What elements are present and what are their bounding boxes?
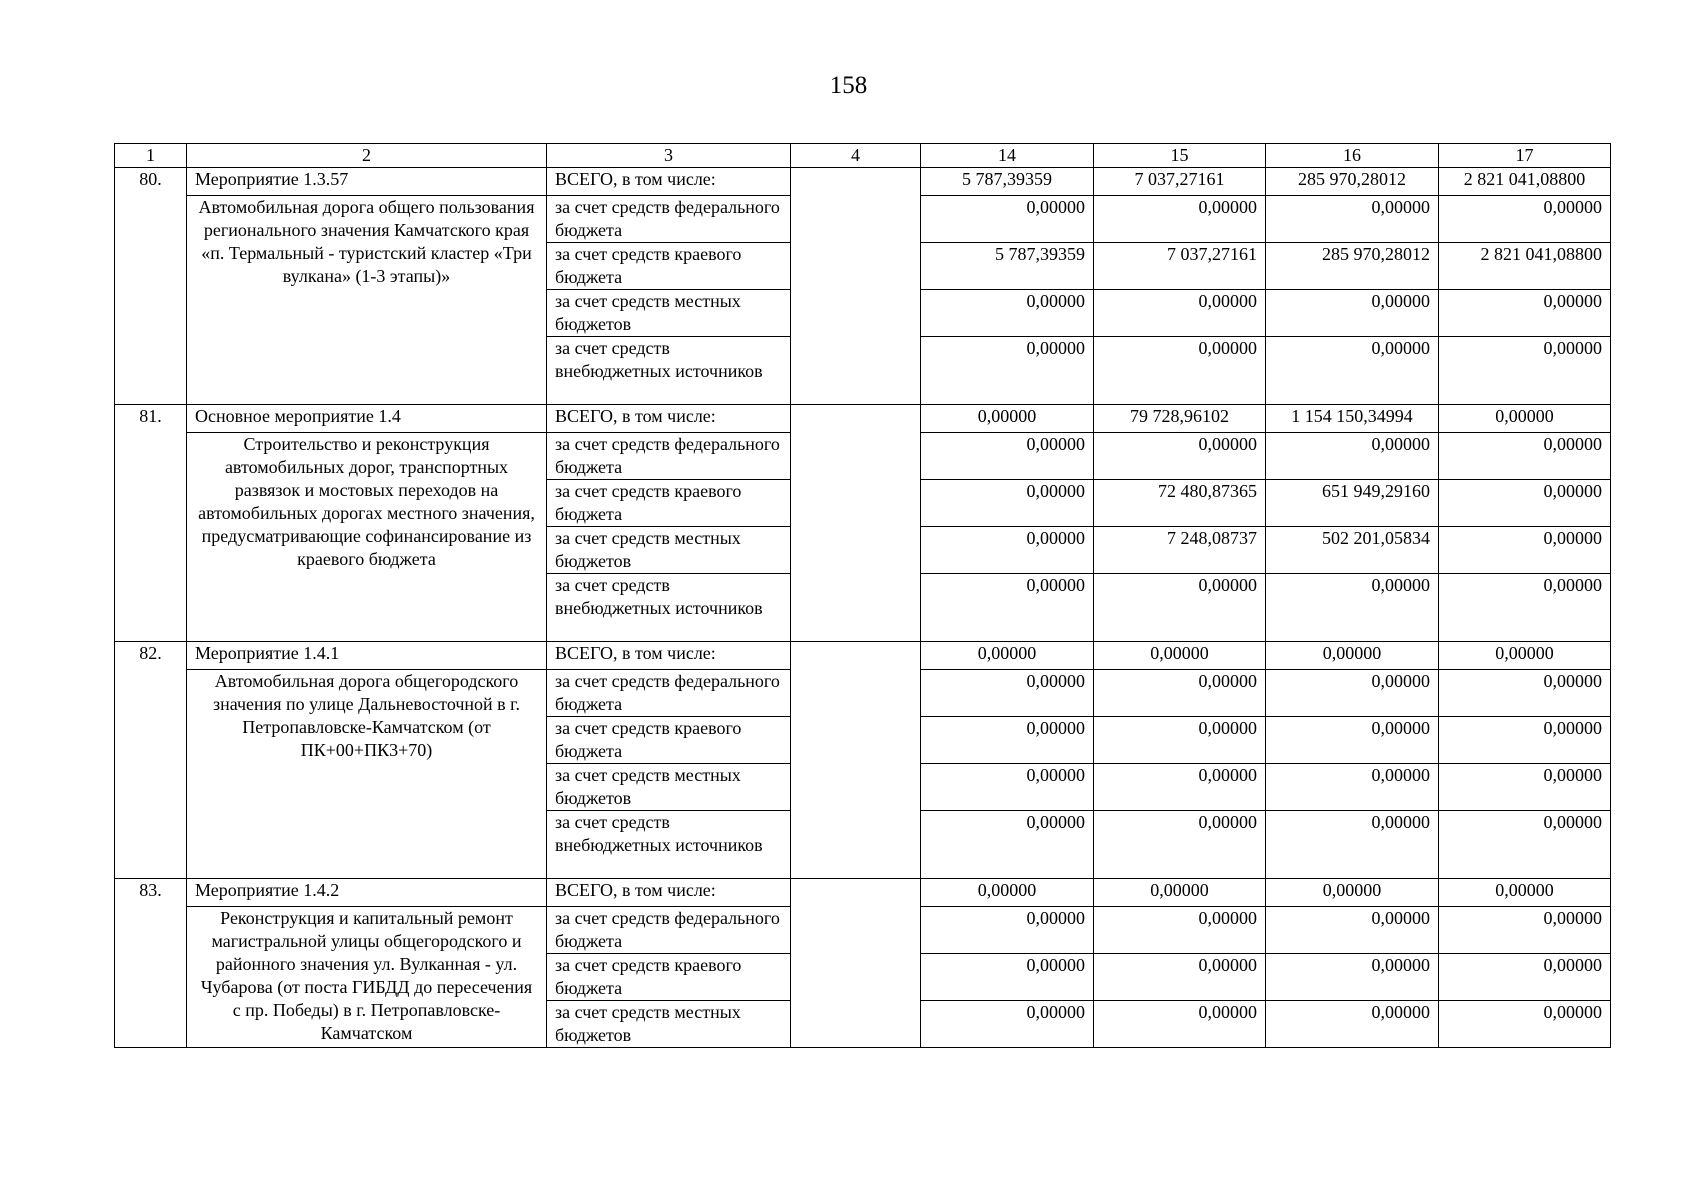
value-cell: 0,00000 [921, 337, 1094, 405]
value-cell: 0,00000 [1094, 1001, 1266, 1048]
table-row [115, 879, 1611, 907]
table-row [115, 405, 1611, 433]
value-cell: 7 037,27161 [1094, 243, 1266, 290]
value-cell: 0,00000 [1266, 764, 1439, 811]
value-cell: 0,00000 [921, 405, 1094, 433]
measure-description: Реконструкция и капитальный ремонт магистральной улицы общегородского и районного значения ул. Вулканная - ул. Чубарова (от поста ГИБДД до пересечения с пр. Победы) в г. Петропавловске-Камчатском [187, 907, 547, 1048]
value-cell: 0,00000 [921, 574, 1094, 642]
measure-title: Мероприятие 1.4.1 [187, 642, 547, 670]
row-number: 81. [115, 405, 187, 642]
value-cell: 0,00000 [921, 1001, 1094, 1048]
value-cell: 0,00000 [1266, 433, 1439, 480]
measure-title: Мероприятие 1.3.57 [187, 168, 547, 196]
value-cell: 79 728,96102 [1094, 405, 1266, 433]
value-cell: 0,00000 [921, 527, 1094, 574]
value-cell: 0,00000 [921, 954, 1094, 1001]
value-cell: 651 949,29160 [1266, 480, 1439, 527]
value-cell: 7 037,27161 [1094, 168, 1266, 196]
value-cell: 0,00000 [921, 433, 1094, 480]
empty-cell [791, 405, 921, 642]
value-cell: 2 821 041,08800 [1439, 168, 1611, 196]
column-header: 15 [1094, 144, 1266, 168]
value-cell: 5 787,39359 [921, 243, 1094, 290]
value-cell: 0,00000 [1266, 907, 1439, 954]
measure-description: Строительство и реконструкция автомобильных дорог, транспортных развязок и мостовых переходов на автомобильных дорогах местного значения, предусматривающие софинансирование из краевого бюджета [187, 433, 547, 642]
column-header: 3 [547, 144, 791, 168]
value-cell: 0,00000 [1439, 337, 1611, 405]
source-label: за счет средств местных бюджетов [547, 1001, 791, 1048]
value-cell: 0,00000 [1439, 574, 1611, 642]
value-cell: 0,00000 [1094, 764, 1266, 811]
value-cell: 0,00000 [1094, 642, 1266, 670]
value-cell: 0,00000 [1266, 954, 1439, 1001]
value-cell: 7 248,08737 [1094, 527, 1266, 574]
value-cell: 2 821 041,08800 [1439, 243, 1611, 290]
column-header: 2 [187, 144, 547, 168]
value-cell: 0,00000 [921, 290, 1094, 337]
value-cell: 0,00000 [1266, 879, 1439, 907]
value-cell: 0,00000 [1439, 480, 1611, 527]
value-cell: 0,00000 [1266, 337, 1439, 405]
value-cell: 0,00000 [921, 196, 1094, 243]
value-cell: 0,00000 [1439, 670, 1611, 717]
value-cell: 502 201,05834 [1266, 527, 1439, 574]
value-cell: 0,00000 [1266, 1001, 1439, 1048]
value-cell: 1 154 150,34994 [1266, 405, 1439, 433]
source-label: за счет средств федерального бюджета [547, 670, 791, 717]
value-cell: 0,00000 [921, 642, 1094, 670]
value-cell: 0,00000 [1094, 574, 1266, 642]
source-label: за счет средств внебюджетных источников [547, 574, 791, 642]
column-header: 4 [791, 144, 921, 168]
source-total-label: ВСЕГО, в том числе: [547, 642, 791, 670]
source-label: за счет средств краевого бюджета [547, 954, 791, 1001]
table-row [115, 168, 1611, 196]
value-cell: 0,00000 [921, 764, 1094, 811]
measure-title: Мероприятие 1.4.2 [187, 879, 547, 907]
empty-cell [791, 642, 921, 879]
value-cell: 0,00000 [1266, 642, 1439, 670]
value-cell: 0,00000 [1094, 670, 1266, 717]
value-cell: 0,00000 [1094, 290, 1266, 337]
value-cell: 0,00000 [1439, 954, 1611, 1001]
value-cell: 0,00000 [1439, 433, 1611, 480]
source-label: за счет средств местных бюджетов [547, 290, 791, 337]
value-cell: 0,00000 [1266, 574, 1439, 642]
value-cell: 0,00000 [1266, 811, 1439, 879]
value-cell: 0,00000 [1094, 196, 1266, 243]
source-total-label: ВСЕГО, в том числе: [547, 405, 791, 433]
value-cell: 0,00000 [1094, 337, 1266, 405]
value-cell: 0,00000 [921, 907, 1094, 954]
value-cell: 0,00000 [1439, 290, 1611, 337]
measure-title: Основное мероприятие 1.4 [187, 405, 547, 433]
source-label: за счет средств местных бюджетов [547, 527, 791, 574]
measure-description: Автомобильная дорога общего пользования регионального значения Камчатского края «п. Термальный - туристский кластер «Три вулкана» (1-3 этапы)» [187, 196, 547, 405]
row-number: 80. [115, 168, 187, 405]
column-header-row [115, 144, 1611, 168]
column-header: 17 [1439, 144, 1611, 168]
value-cell: 0,00000 [1094, 907, 1266, 954]
page-number: 158 [829, 72, 868, 99]
source-label: за счет средств внебюджетных источников [547, 811, 791, 879]
value-cell: 285 970,28012 [1266, 168, 1439, 196]
column-header: 14 [921, 144, 1094, 168]
source-label: за счет средств федерального бюджета [547, 196, 791, 243]
row-number: 82. [115, 642, 187, 879]
budget-table [114, 143, 1611, 1048]
value-cell: 285 970,28012 [1266, 243, 1439, 290]
value-cell: 0,00000 [921, 670, 1094, 717]
value-cell: 0,00000 [1439, 764, 1611, 811]
value-cell: 0,00000 [1266, 290, 1439, 337]
measure-description: Автомобильная дорога общегородского значения по улице Дальневосточной в г. Петропавловске-Камчатском (от ПК+00+ПК3+70) [187, 670, 547, 879]
value-cell: 0,00000 [1266, 196, 1439, 243]
value-cell: 0,00000 [1439, 196, 1611, 243]
value-cell: 0,00000 [1094, 879, 1266, 907]
value-cell: 0,00000 [1094, 954, 1266, 1001]
value-cell: 0,00000 [1266, 670, 1439, 717]
value-cell: 0,00000 [1439, 907, 1611, 954]
source-label: за счет средств федерального бюджета [547, 433, 791, 480]
source-label: за счет средств краевого бюджета [547, 243, 791, 290]
value-cell: 0,00000 [1439, 405, 1611, 433]
value-cell: 72 480,87365 [1094, 480, 1266, 527]
source-label: за счет средств местных бюджетов [547, 764, 791, 811]
value-cell: 0,00000 [1439, 879, 1611, 907]
source-label: за счет средств краевого бюджета [547, 480, 791, 527]
value-cell: 0,00000 [1094, 811, 1266, 879]
value-cell: 0,00000 [1439, 1001, 1611, 1048]
value-cell: 0,00000 [1439, 527, 1611, 574]
source-label: за счет средств внебюджетных источников [547, 337, 791, 405]
value-cell: 0,00000 [921, 811, 1094, 879]
value-cell: 5 787,39359 [921, 168, 1094, 196]
value-cell: 0,00000 [1094, 717, 1266, 764]
empty-cell [791, 879, 921, 1048]
source-total-label: ВСЕГО, в том числе: [547, 168, 791, 196]
row-number: 83. [115, 879, 187, 1048]
column-header: 1 [115, 144, 187, 168]
source-label: за счет средств краевого бюджета [547, 717, 791, 764]
table-row [115, 642, 1611, 670]
value-cell: 0,00000 [1439, 811, 1611, 879]
source-total-label: ВСЕГО, в том числе: [547, 879, 791, 907]
value-cell: 0,00000 [921, 717, 1094, 764]
value-cell: 0,00000 [1094, 433, 1266, 480]
value-cell: 0,00000 [1439, 717, 1611, 764]
value-cell: 0,00000 [921, 480, 1094, 527]
column-header: 16 [1266, 144, 1439, 168]
value-cell: 0,00000 [1439, 642, 1611, 670]
empty-cell [791, 168, 921, 405]
value-cell: 0,00000 [921, 879, 1094, 907]
value-cell: 0,00000 [1266, 717, 1439, 764]
source-label: за счет средств федерального бюджета [547, 907, 791, 954]
